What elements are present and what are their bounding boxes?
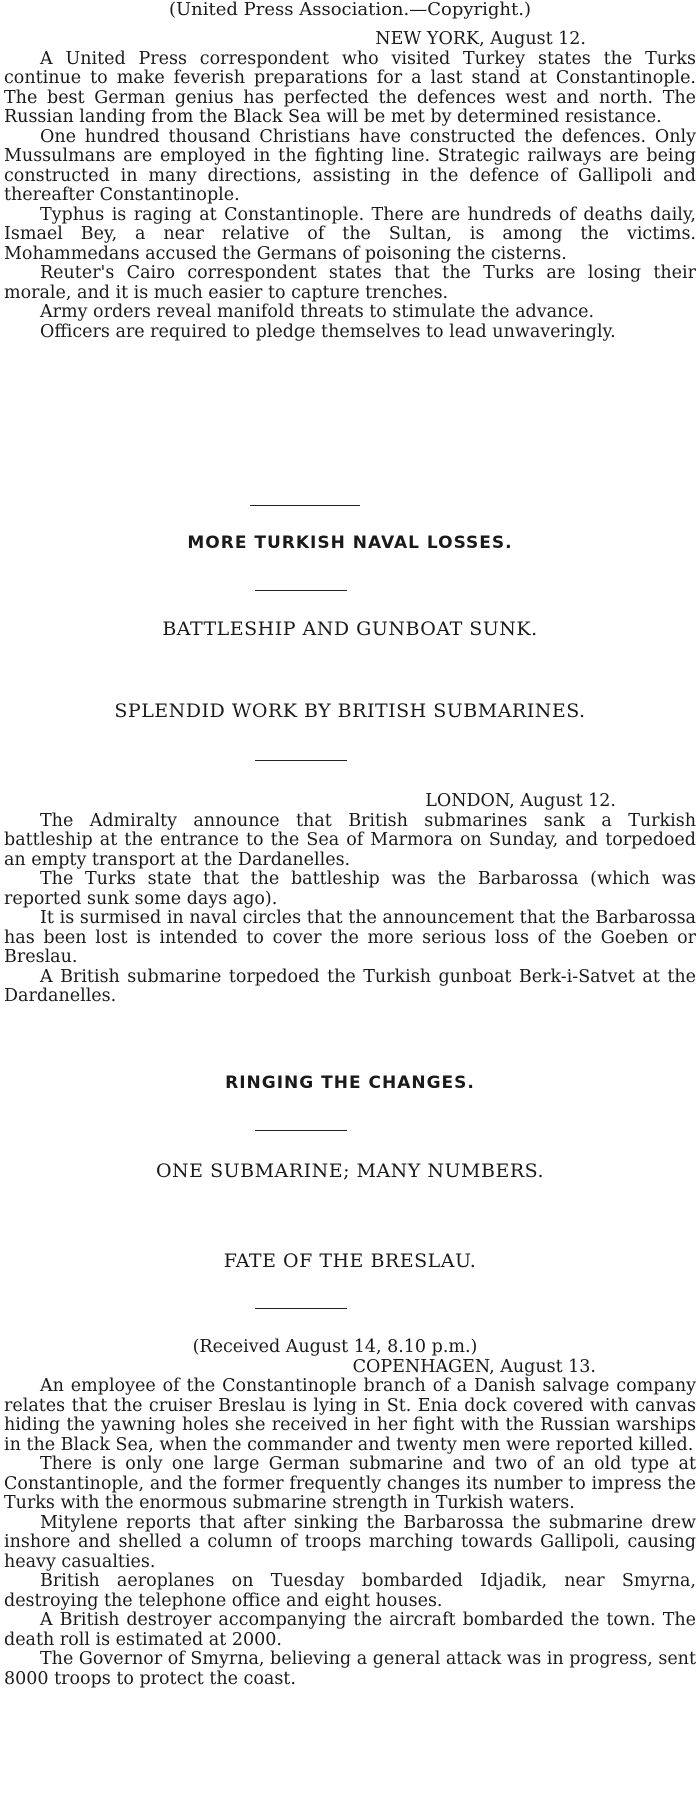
divider-rule (255, 590, 347, 591)
divider-rule (250, 505, 360, 506)
divider-rule (255, 1308, 347, 1309)
paragraph: A British destroyer accompanying the aircraft bombarded the town. The death roll is estimated at 2000. (4, 1610, 696, 1650)
subheadline: BATTLESHIP AND GUNBOAT SUNK. (162, 618, 538, 640)
paragraph: Mitylene reports that after sinking the Barbarossa the submarine drew inshore and shelled a column of troops marching towards Gallipoli, causing heavy casualties. (4, 1512, 696, 1572)
dateline: COPENHAGEN, August 13. (352, 1356, 596, 1377)
paragraph: British aeroplanes on Tuesday bombarded Idjadik, near Smyrna, destroying the telephone office and eight houses. (4, 1571, 696, 1611)
headline: RINGING THE CHANGES. (225, 1073, 475, 1093)
paragraph: One hundred thousand Christians have constructed the defences. Only Mussulmans are employed in the fighting line. Strategic railways are being constructed in many directions, assisting in the defence of Gallipoli and thereafter Constantinople. (4, 126, 696, 205)
paragraph: There is only one large German submarine and two of an old type at Constantinople, and the former frequently changes its number to impress the Turks with the enormous submarine strength in Turkish waters. (4, 1454, 696, 1513)
paragraph: The Admiralty announce that British submarines sank a Turkish battleship at the entrance to the Sea of Marmora on Sunday, and torpedoed an empty transport at the Dardanelles. (4, 810, 696, 870)
article-new-york (4, 30, 696, 342)
headline: MORE TURKISH NAVAL LOSSES. (187, 533, 513, 553)
copyright-notice: (United Press Association.—Copyright.) (168, 0, 531, 20)
divider-rule (255, 1130, 347, 1131)
divider-rule (255, 760, 347, 761)
article-london (4, 792, 696, 1007)
paragraph: An employee of the Constantinople branch of a Danish salvage company relates that the cruiser Breslau is lying in St. Enia dock covered with canvas hiding the yawning holes she received in her fight with the Russian warships in the Black Sea, when the commander and twenty men were reported killed. (4, 1376, 696, 1455)
paragraph: A United Press correspondent who visited Turkey states the Turks continue to make feverish preparations for a last stand at Constantinople. The best German genius has perfected the defences west and north. The Russian landing from the Black Sea will be met by determined resistance. (4, 48, 696, 127)
paragraph: Reuter's Cairo correspondent states that the Turks are losing their morale, and it is much easier to capture trenches. (4, 263, 696, 303)
paragraph: It is surmised in naval circles that the announcement that the Barbarossa has been lost is intended to cover the more serious loss of the Goeben or Breslau. (4, 908, 696, 967)
dateline: LONDON, August 12. (425, 791, 616, 811)
subheadline: FATE OF THE BRESLAU. (223, 1250, 477, 1272)
subheadline: SPLENDID WORK BY BRITISH SUBMARINES. (114, 700, 586, 722)
paragraph: Officers are required to pledge themselves to lead unwaveringly. (40, 321, 616, 342)
paragraph: The Governor of Smyrna, believing a general attack was in progress, sent 8000 troops to protect the coast. (4, 1649, 696, 1689)
paragraph: Typhus is raging at Constantinople. There are hundreds of deaths daily, Ismael Bey, a near relative of the Sultan, is among the victims. Mohammedans accused the Germans of poisoning the cisterns. (4, 204, 696, 264)
received-note: (Received August 14, 8.10 p.m.) (192, 1337, 478, 1357)
subheadline: ONE SUBMARINE; MANY NUMBERS. (155, 1160, 545, 1182)
dateline: NEW YORK, August 12. (375, 29, 586, 49)
article-copenhagen (4, 1338, 696, 1689)
paragraph: A British submarine torpedoed the Turkish gunboat Berk-i-Satvet at the Dardanelles. (4, 966, 696, 1006)
paragraph: The Turks state that the battleship was the Barbarossa (which was reported sunk some days ago). (4, 869, 696, 909)
paragraph: Army orders reveal manifold threats to stimulate the advance. (40, 302, 595, 322)
